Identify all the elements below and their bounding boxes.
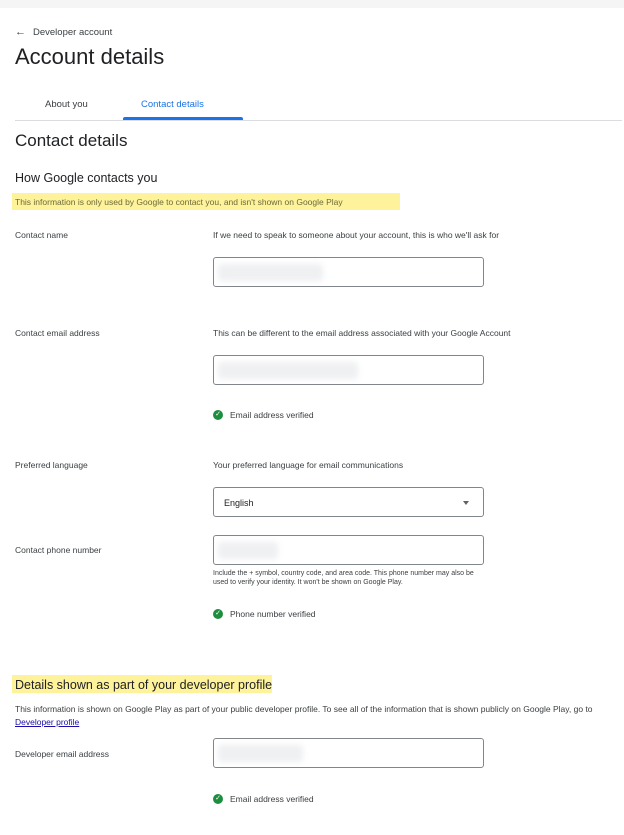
- privacy-note: This information is only used by Google to contact you, and isn't shown on Google Play: [15, 197, 343, 207]
- contact-email-input[interactable]: [213, 355, 484, 385]
- redacted-value: [218, 362, 358, 379]
- back-link[interactable]: [15, 26, 112, 38]
- contact-email-label: Contact email address: [15, 328, 100, 338]
- phone-verified-status: [213, 609, 316, 619]
- how-google-contacts-heading: How Google contacts you: [15, 171, 158, 185]
- redacted-value: [218, 542, 278, 559]
- check-circle-icon: ✓: [213, 609, 223, 619]
- language-select[interactable]: [213, 487, 484, 517]
- developer-profile-text: [15, 703, 605, 729]
- phone-verified-label: Phone number verified: [230, 609, 316, 619]
- developer-profile-link[interactable]: Developer profile: [15, 717, 80, 727]
- section-title: Contact details: [15, 131, 128, 150]
- redacted-value: [218, 264, 323, 281]
- active-tab-indicator: [123, 117, 243, 120]
- language-label: Preferred language: [15, 460, 88, 470]
- developer-email-verified-label: Email address verified: [230, 794, 314, 804]
- contact-name-help: If we need to speak to someone about your account, this is who we'll ask for: [213, 230, 500, 240]
- phone-help: Include the + symbol, country code, and area code. This phone number may also be used to verify your identity. It won't be shown on Google Play.: [213, 570, 474, 586]
- tab-bar: [15, 92, 622, 121]
- arrow-left-icon: ←: [15, 26, 26, 38]
- developer-email-input[interactable]: [213, 738, 484, 768]
- tab-contact-details[interactable]: Contact details: [141, 99, 204, 110]
- phone-input[interactable]: [213, 535, 484, 565]
- developer-profile-description: This information is shown on Google Play as part of your public developer profile. To see all of the information that is shown publicly on Google Play, go to: [15, 704, 593, 714]
- developer-profile-heading: Details shown as part of your developer profile: [15, 678, 273, 692]
- email-verified-label: Email address verified: [230, 410, 314, 420]
- check-circle-icon: ✓: [213, 410, 223, 420]
- phone-label: Contact phone number: [15, 545, 102, 555]
- caret-down-icon: [463, 501, 469, 505]
- check-circle-icon: ✓: [213, 794, 223, 804]
- email-verified-status: [213, 410, 314, 420]
- contact-name-input[interactable]: [213, 257, 484, 287]
- language-help: Your preferred language for email communications: [213, 460, 404, 470]
- page-title: Account details: [15, 44, 165, 69]
- back-link-label: Developer account: [33, 26, 113, 38]
- contact-email-help: This can be different to the email address associated with your Google Account: [213, 328, 511, 338]
- language-value: English: [224, 498, 254, 508]
- top-bar: [0, 0, 624, 8]
- developer-email-verified-status: [213, 794, 314, 804]
- developer-email-label: Developer email address: [15, 749, 110, 759]
- tab-about-you[interactable]: About you: [45, 99, 88, 110]
- contact-name-label: Contact name: [15, 230, 68, 240]
- redacted-value: [218, 745, 303, 762]
